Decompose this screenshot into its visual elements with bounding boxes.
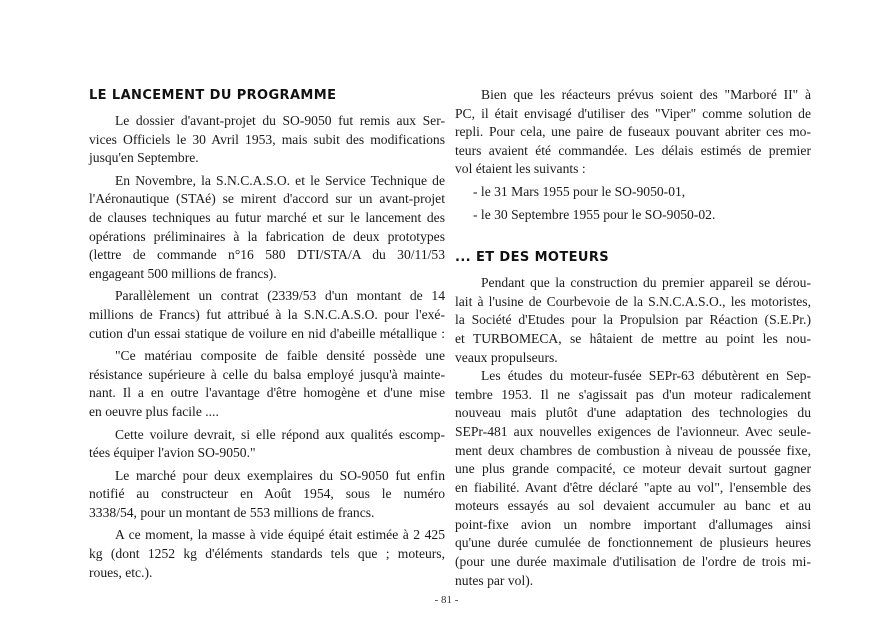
paragraph-construction — [455, 274, 811, 367]
left-column — [89, 86, 445, 582]
text-line: Les études du moteur-fusée SEPr-63 débutèrent en Sep- — [481, 368, 811, 384]
paragraph-reacteurs — [455, 86, 811, 179]
page-number: - 81 - — [434, 594, 459, 606]
text-line: nouveau mais plutôt d'une adaptation des technologies du — [455, 405, 811, 421]
text-line: engageant 500 millions de francs). — [89, 265, 277, 281]
paragraph-sepr63 — [455, 367, 811, 590]
text-line: veaux propulseurs. — [455, 349, 558, 365]
text-line: ment deux chambres de combustion à niveau de poussée fixe, — [455, 442, 811, 458]
text-line: cution d'un essai statique de voilure en nid d'abeille métallique : — [89, 325, 445, 341]
text-line: Cette voilure devrait, si elle répond aux qualités escomp- — [115, 426, 445, 442]
list-item: - le 30 Septembre 1955 pour le SO-9050-02. — [473, 206, 716, 222]
text-line: en fiabilité. Avant d'être déclaré "apte au vol", l'ensemble des — [455, 479, 811, 495]
text-line: notifié au constructeur en Août 1954, sous le numéro — [89, 486, 445, 502]
text-line: Le dossier d'avant-projet du SO-9050 fut remis aux Ser- — [115, 113, 445, 128]
right-column — [455, 86, 811, 590]
text-line: moteurs essayés au sol devaient accumuler au banc et au — [455, 498, 811, 514]
text-line: tées équiper l'avion SO-9050." — [89, 445, 256, 461]
text-line: résistance supérieure à celle du balsa employé jusqu'à mainte- — [89, 366, 445, 382]
list-item: - le 31 Mars 1955 pour le SO-9050-01, — [473, 183, 686, 199]
text-line: roues, etc.). — [89, 564, 153, 580]
text-line: Pendant que la construction du premier appareil se dérou- — [481, 275, 811, 291]
paragraph-dossier — [89, 112, 445, 168]
text-line: jusqu'en Septembre. — [89, 150, 199, 166]
paragraph-contrat — [89, 287, 445, 343]
text-line: qu'une durée cumulée de fonctionnement de plusieurs heures — [455, 535, 811, 551]
text-line: SEPr-481 aux nouvelles exigences de l'avionneur. Avec seule- — [455, 423, 811, 439]
text-line: millions de Francs) fut attribué à la S.N.C.A.S.O. pour l'exé- — [89, 306, 445, 322]
text-line: Le marché pour deux exemplaires du SO-9050 fut enfin — [115, 467, 445, 483]
text-line: (pour une durée maximale d'utilisation de l'ordre de trois mi- — [455, 554, 811, 570]
section-heading-lancement: LE LANCEMENT DU PROGRAMME — [89, 88, 337, 103]
text-line: une plus grande compacité, ce moteur devait surtout gagner — [455, 461, 811, 477]
text-line: nutes par vol). — [455, 572, 534, 588]
text-line: point-fixe avion un nombre important d'allumages ainsi — [455, 516, 811, 532]
text-line: nant. Il a en outre l'avantage d'être homogène et d'une mise — [89, 385, 445, 401]
text-line: (lettre de commande n°16 580 DTI/STA/A du 30/11/53 — [89, 247, 445, 263]
text-line: vol étaient les suivants : — [455, 161, 586, 177]
paragraph-masse — [89, 526, 445, 582]
text-line: lait à l'usine de Courbevoie de la S.N.C.A.S.O., les motoristes, — [455, 293, 811, 309]
text-line: tembre 1953. Il ne s'agissait pas d'un moteur radicalement — [455, 386, 811, 402]
text-line: et TURBOMECA, se hâtaient de mettre au point les nou- — [455, 330, 811, 346]
first-flight-dates-list — [455, 183, 811, 224]
text-line: 3338/54, pour un montant de 553 millions de francs. — [89, 504, 375, 520]
text-line: A ce moment, la masse à vide équipé était estimée à 2 425 — [115, 527, 445, 543]
text-line: Bien que les réacteurs prévus soient des "Marboré II" à — [481, 87, 811, 102]
text-line: en oeuvre plus facile .... — [89, 403, 219, 419]
paragraph-quote-voilure — [89, 426, 445, 463]
text-line: opérations préliminaires à la fabrication de deux prototypes — [89, 228, 445, 244]
paragraph-marche — [89, 467, 445, 523]
text-line: de clauses techniques au futur marché et sur le lancement des — [89, 209, 445, 225]
text-line: kg (dont 1252 kg d'éléments standards tels que ; moteurs, — [89, 546, 445, 562]
text-line: repli. Pour cela, une paire de fuseaux pouvant abriter ces mo- — [455, 124, 811, 140]
section-heading-moteurs: ... ET DES MOTEURS — [455, 250, 610, 266]
text-line: vices Officiels le 30 Avril 1953, mais subit des modifications — [89, 131, 445, 147]
text-line: Parallèlement un contrat (2339/53 d'un montant de 14 — [115, 288, 445, 304]
text-line: teurs avaient été commandée. Les délais estimés de premier — [455, 142, 811, 158]
paragraph-quote-materiau — [89, 347, 445, 421]
text-line: "Ce matériau composite de faible densité possède une — [115, 348, 445, 364]
text-line: En Novembre, la S.N.C.A.S.O. et le Service Technique de — [115, 172, 445, 188]
text-line: la Société d'Etudes pour la Propulsion par Réaction (S.E.Pr.) — [455, 312, 811, 328]
paragraph-novembre — [89, 172, 445, 284]
text-line: l'Aéronautique (STAé) se mirent d'accord sur un avant-projet — [89, 191, 445, 207]
text-line: PC, il était envisagé d'utiliser des "Viper" comme solution de — [455, 105, 811, 121]
